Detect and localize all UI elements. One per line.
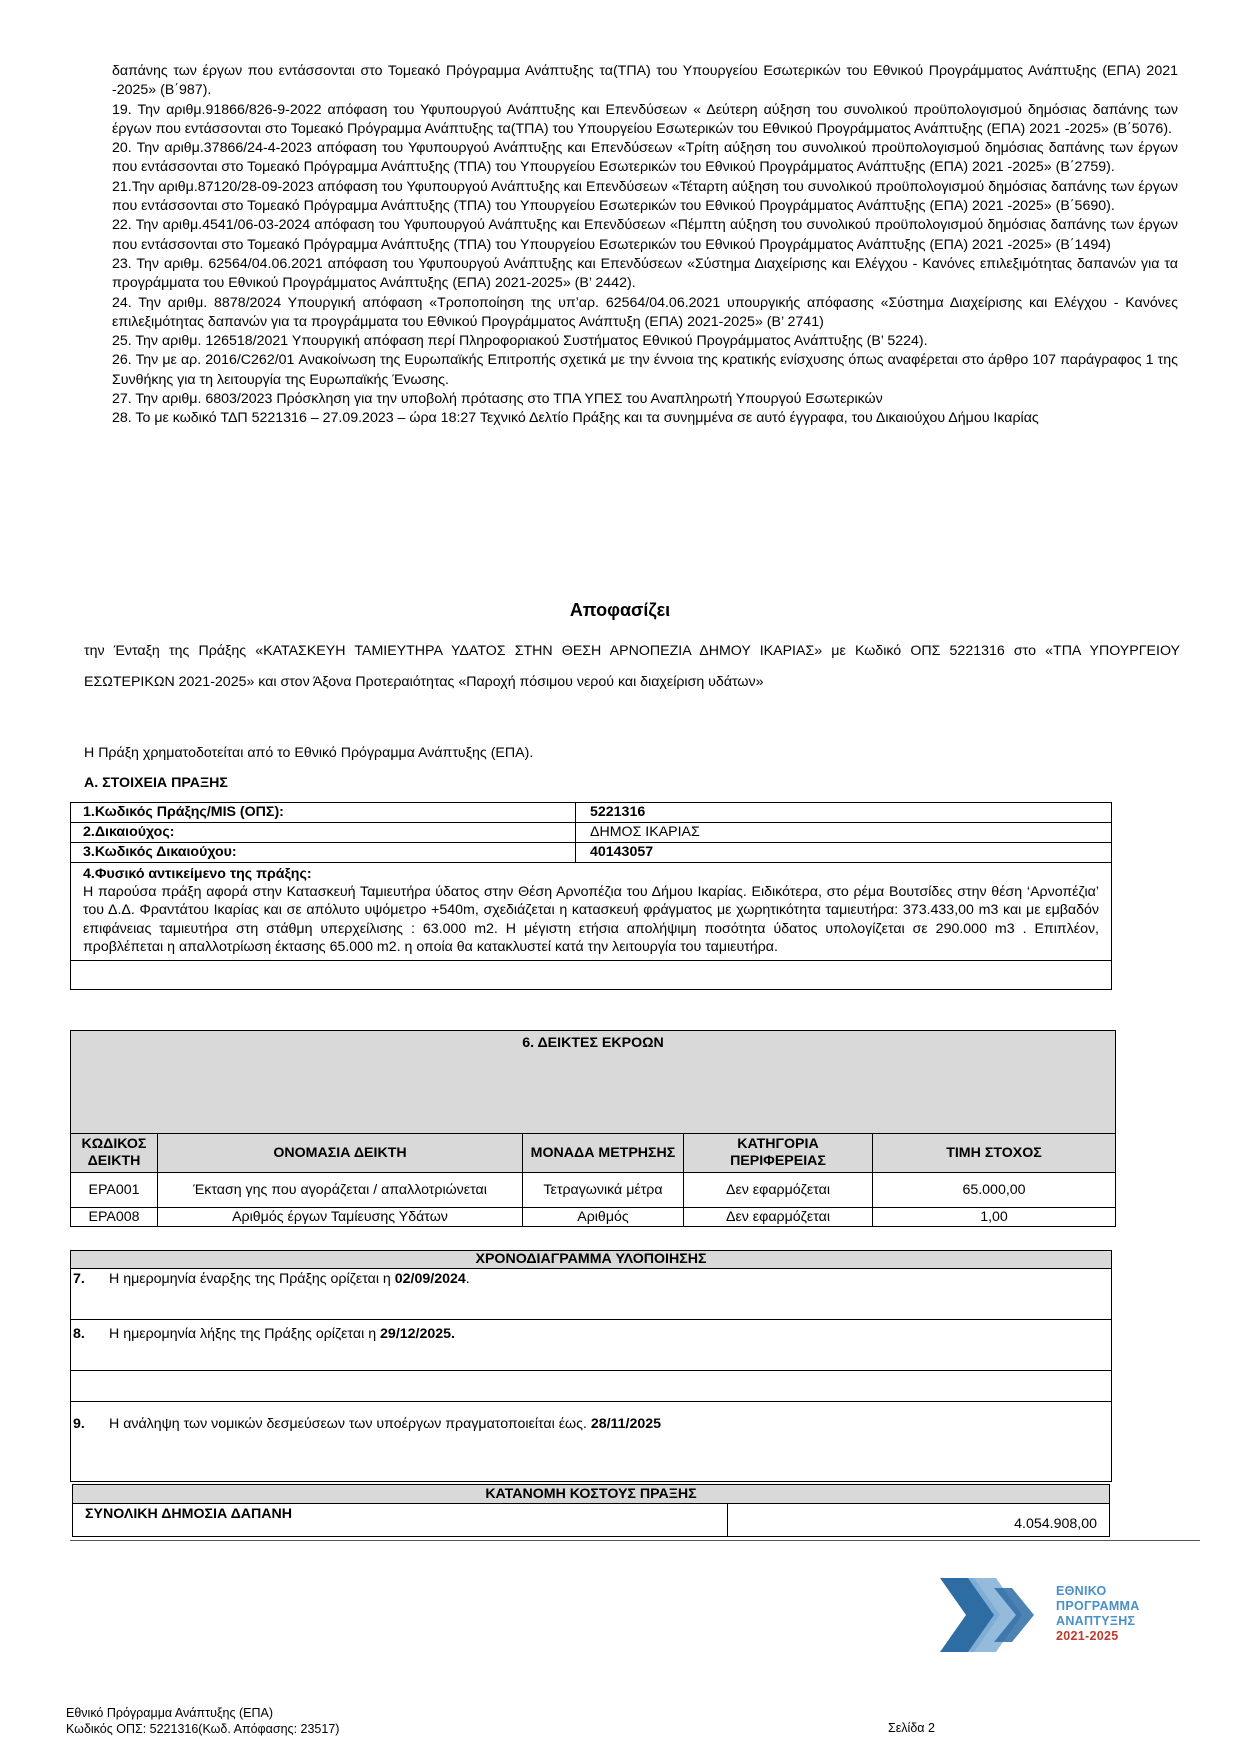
item-number: 8. xyxy=(71,1320,96,1371)
table-row xyxy=(71,1402,1112,1482)
table-row xyxy=(71,823,1112,843)
decision-title: Αποφασίζει xyxy=(569,600,671,620)
table-row xyxy=(71,1269,1112,1320)
consideration-item: 24. Την αριθμ. 8878/2024 Υπουργική απόφαση «Τροποποίηση της υπ’αρ. 62564/04.06.2021 υπουργικής απόφασης «Σύστημα Διαχείρισης και Ελέγχου - Κανόνες επιλεξιμότητας δαπανών για τα προγράμματα του Εθνικού Προγράμματος Ανάπτυξη (ΕΠΑ) 2021-2025» (Β’ 2741) xyxy=(112,294,1178,330)
column-header: ΟΝΟΜΑΣΙΑ ΔΕΙΚΤΗ xyxy=(158,1134,523,1173)
action-details-table xyxy=(70,802,1112,990)
consideration-item: 27. Την αριθμ. 6803/2023 Πρόσκληση για την υποβολή πρότασης στο ΤΠΑ ΥΠΕΣ του Αναπληρωτή Υπουργού Εσωτερικών xyxy=(112,391,883,408)
indicator-target: 1,00 xyxy=(873,1208,1116,1227)
consideration-item: 21.Την αριθμ.87120/28-09-2023 απόφαση του Υφυπουργού Ανάπτυξης και Επενδύσεων «Τέταρτη αύξηση του συνολικού προϋπολογισμού δημόσιας δαπάνης των έργων που εντάσσονται στο Τομεακό Πρόγραμμα Ανάπτυξης (ΤΠΑ) του Υπουργείου Εσωτερικών του Εθνικού Προγράμματος Ανάπτυξης (ΕΠΑ) 2021 -2025» (Β΄5690). xyxy=(112,178,1178,215)
indicator-name: Έκταση γης που αγοράζεται / απαλλοτριώνεται xyxy=(158,1173,523,1208)
logo-years: 2021-2025 xyxy=(1056,1629,1119,1643)
start-date-value: 02/09/2024 xyxy=(394,1271,466,1287)
consideration-item: 28. Το με κωδικό ΤΔΠ 5221316 – 27.09.2023 – ώρα 18:27 Τεχνικό Δελτίο Πράξης και τα συνημμένα σε αυτό έγγραφα, του Δικαιούχου Δήμου Ικαρίας xyxy=(112,410,1039,427)
logo-text xyxy=(1056,1584,1140,1644)
end-date-text xyxy=(95,1320,1112,1371)
logo-line: ΑΝΑΠΤΥΞΗΣ xyxy=(1056,1614,1136,1628)
table-row xyxy=(73,1504,1110,1537)
beneficiary-code-label: 3.Κωδικός Δικαιούχου: xyxy=(71,843,576,863)
end-date-label: Η ημερομηνία λήξης της Πράξης ορίζεται η xyxy=(109,1326,381,1342)
table-header-row xyxy=(71,1134,1116,1173)
commitments-label: Η ανάληψη των νομικών δεσμεύσεων των υποέργων πραγματοποιείται έως. xyxy=(109,1416,591,1432)
section-a-heading: Α. ΣΤΟΙΧΕΙΑ ΠΡΑΞΗΣ xyxy=(84,775,228,791)
table-row xyxy=(71,1173,1116,1208)
beneficiary-label: 2.Δικαιούχος: xyxy=(71,823,576,843)
chevrons-logo-icon xyxy=(938,1570,1048,1660)
commitments-date: 28/11/2025 xyxy=(590,1416,662,1432)
timeline-title: ΧΡΟΝΟΔΙΑΓΡΑΜΜΑ ΥΛΟΠΟΙΗΣΗΣ xyxy=(71,1251,1112,1269)
page-footer xyxy=(66,1705,339,1737)
commitments-text xyxy=(95,1402,1112,1482)
logo-line: ΠΡΟΓΡΑΜΜΑ xyxy=(1056,1599,1140,1613)
mis-code-value: 5221316 xyxy=(576,803,1112,823)
cost-title: ΚΑΤΑΝΟΜΗ ΚΟΣΤΟΥΣ ΠΡΑΞΗΣ xyxy=(73,1485,1110,1504)
beneficiary-value: ΔΗΜΟΣ ΙΚΑΡΙΑΣ xyxy=(576,823,1112,843)
indicator-unit: Αριθμός xyxy=(523,1208,684,1227)
table-row xyxy=(71,843,1112,863)
table-row xyxy=(71,961,1112,990)
consideration-item: 25. Την αριθμ. 126518/2021 Υπουργική απόφαση περί Πληροφοριακού Συστήματος Εθνικού Προγράμματος Ανάπτυξης (Β’ 5224). xyxy=(112,333,928,350)
footer-line: Εθνικό Πρόγραμμα Ανάπτυξης (ΕΠΑ) xyxy=(66,1706,273,1720)
physical-object-label: 4.Φυσικό αντικείμενο της πράξης: xyxy=(83,866,312,882)
indicator-unit: Τετραγωνικά μέτρα xyxy=(523,1173,684,1208)
start-date-period: . xyxy=(465,1271,470,1287)
empty-cell xyxy=(71,961,1112,990)
table-row xyxy=(71,1371,1112,1402)
indicator-code: EPA001 xyxy=(71,1173,158,1208)
table-row xyxy=(71,1320,1112,1371)
cost-allocation-table xyxy=(72,1484,1110,1537)
indicator-region-category: Δεν εφαρμόζεται xyxy=(684,1173,873,1208)
column-header: ΚΑΤΗΓΟΡΙΑ ΠΕΡΙΦΕΡΕΙΑΣ xyxy=(684,1134,873,1173)
total-public-expenditure-label: ΣΥΝΟΛΙΚΗ ΔΗΜΟΣΙΑ ΔΑΠΑΝΗ xyxy=(73,1504,728,1537)
column-header: ΚΩΔΙΚΟΣ ΔΕΙΚΤΗ xyxy=(71,1134,158,1173)
start-date-label: Η ημερομηνία έναρξης της Πράξης ορίζεται η xyxy=(109,1271,395,1287)
column-header: ΜΟΝΑΔΑ ΜΕΤΡΗΣΗΣ xyxy=(523,1134,684,1173)
epa-logo xyxy=(938,1570,1168,1660)
total-public-expenditure-value: 4.054.908,00 xyxy=(728,1504,1110,1537)
consideration-item: 20. Την αριθμ.37866/24-4-2023 απόφαση του Υφυπουργού Ανάπτυξης και Επενδύσεων «Τρίτη αύξηση του συνολικού προϋπολογισμού δημόσιας δαπάνης των έργων που εντάσσονται στο Τομεακό Πρόγραμμα Ανάπτυξης (ΤΠΑ) του Υπουργείου Εσωτερικών του Εθνικού Προγράμματος Ανάπτυξης (ΕΠΑ) 2021 -2025» (Β΄2759). xyxy=(112,140,1178,176)
item-number: 9. xyxy=(71,1402,96,1482)
page-number: Σελίδα 2 xyxy=(888,1721,935,1735)
consideration-item: δαπάνης των έργων που εντάσσονται στο Τομεακό Πρόγραμμα Ανάπτυξης τα(ΤΠΑ) του Υπουργείου Εσωτερικών του Εθνικού Προγράμματος Ανάπτυξης (ΕΠΑ) 2021 -2025» (Β΄987). xyxy=(112,63,1178,99)
indicator-name: Αριθμός έργων Ταμίευσης Υδάτων xyxy=(158,1208,523,1227)
empty-cell xyxy=(71,1371,96,1402)
footer-divider xyxy=(70,1540,1200,1541)
physical-object-cell xyxy=(71,863,1112,961)
consideration-item: 26. Την με αρ. 2016/C262/01 Ανακοίνωση της Ευρωπαϊκής Επιτροπής σχετικά με την έννοια της κρατικής ενίσχυσης όπως αναφέρεται στο άρθρο 107 παράγραφος 1 της Συνθήκης για τη λειτουργία της Ευρωπαϊκής Ένωσης. xyxy=(112,352,1178,388)
indicator-target: 65.000,00 xyxy=(873,1173,1116,1208)
indicator-region-category: Δεν εφαρμόζεται xyxy=(684,1208,873,1227)
indicators-title: 6. ΔΕΙΚΤΕΣ ΕΚΡΟΩΝ xyxy=(71,1031,1116,1134)
end-date-value: 29/12/2025. xyxy=(380,1326,455,1342)
table-row xyxy=(71,803,1112,823)
timeline-table xyxy=(70,1250,1112,1482)
indicator-code: EPA008 xyxy=(71,1208,158,1227)
empty-cell xyxy=(95,1371,1112,1402)
logo-line: ΕΘΝΙΚΟ xyxy=(1056,1584,1107,1598)
physical-object-text: Η παρούσα πράξη αφορά στην Κατασκευή Ταμιευτήρα ύδατος στην Θέση Αρνοπέζια του Δήμου Ικαρίας. Ειδικότερα, στο ρέμα Βουτσίδες στην θέση ‘Αρνοπέζια’ του Δ.Δ. Φραντάτου Ικαρίας και σε απόλυτο υψόμετρο +540m, σχεδιάζεται η κατασκευή φράγματος με χωρητικότητα ταμιευτήρα: 373.433,00 m3 και με εμβαδόν επιφάνειας ταμιευτήρα στη στάθμη υπερχείλισης : 63.000 m2. Η μέγιστη ετήσια απολήψιμη ποσότητα ύδατος υπολογίζεται σε 290.000 m3 . Επιπλέον, προβλέπεται η απαλλοτρίωση έκτασης 65.000 m2. η οποία θα κατακλυστεί κατά την λειτουργία του ταμιευτήρα. xyxy=(83,884,1099,955)
funding-statement: Η Πράξη χρηματοδοτείται από το Εθνικό Πρόγραμμα Ανάπτυξης (ΕΠΑ). xyxy=(84,745,534,761)
start-date-text xyxy=(95,1269,1112,1320)
considerations-list xyxy=(112,62,1178,429)
decision-text: την Ένταξη της Πράξης «ΚΑΤΑΣΚΕΥΗ ΤΑΜΙΕΥΤΗΡΑ ΥΔΑΤΟΣ ΣΤΗΝ ΘΕΣΗ ΑΡΝΟΠΕΖΙΑ ΔΗΜΟΥ ΙΚΑΡΙΑΣ» με Κωδικό ΟΠΣ 5221316 στο «ΤΠΑ ΥΠΟΥΡΓΕΙΟΥ ΕΣΩΤΕΡΙΚΩΝ 2021-2025» και στον Άξονα Προτεραιότητας «Παροχή πόσιμου νερού και διαχείριση υδάτων» xyxy=(84,643,1180,690)
column-header: ΤΙΜΗ ΣΤΟΧΟΣ xyxy=(873,1134,1116,1173)
consideration-item: 23. Την αριθμ. 62564/04.06.2021 απόφαση του Υφυπουργού Ανάπτυξης και Επενδύσεων «Σύστημα Διαχείρισης και Ελέγχου - Κανόνες επιλεξιμότητας δαπανών για τα προγράμματα του Εθνικού Προγράμματος Ανάπτυξης (ΕΠΑ) 2021-2025» (Β’ 2442). xyxy=(112,255,1178,292)
table-row xyxy=(71,863,1112,961)
consideration-item: 22. Την αριθμ.4541/06-03-2024 απόφαση του Υφυπουργού Ανάπτυξης και Επενδύσεων «Πέμπτη αύξηση του συνολικού προϋπολογισμού δημόσιας δαπάνης των έργων που εντάσσονται στο Τομεακό Πρόγραμμα Ανάπτυξης (ΤΠΑ) του Υπουργείου Εσωτερικών του Εθνικού Προγράμματος Ανάπτυξης (ΕΠΑ) 2021 -2025» (Β΄1494) xyxy=(112,217,1178,253)
consideration-item: 19. Την αριθμ.91866/826-9-2022 απόφαση του Υφυπουργού Ανάπτυξης και Επενδύσεων « Δεύτερη αύξηση του συνολικού προϋπολογισμού δημόσιας δαπάνης των έργων που εντάσσονται στο Τομεακό Πρόγραμμα Ανάπτυξης τα(ΤΠΑ) του Υπουργείου Εσωτερικών του Εθνικού Προγράμματος Ανάπτυξης (ΕΠΑ) 2021 -2025» (Β΄5076). xyxy=(112,101,1178,137)
output-indicators-table xyxy=(70,1030,1116,1227)
mis-code-label: 1.Κωδικός Πράξης/MIS (ΟΠΣ): xyxy=(71,803,576,823)
footer-line: Κωδικός ΟΠΣ: 5221316(Κωδ. Απόφασης: 23517) xyxy=(66,1722,340,1736)
beneficiary-code-value: 40143057 xyxy=(576,843,1112,863)
table-row xyxy=(71,1208,1116,1227)
item-number: 7. xyxy=(71,1269,96,1320)
